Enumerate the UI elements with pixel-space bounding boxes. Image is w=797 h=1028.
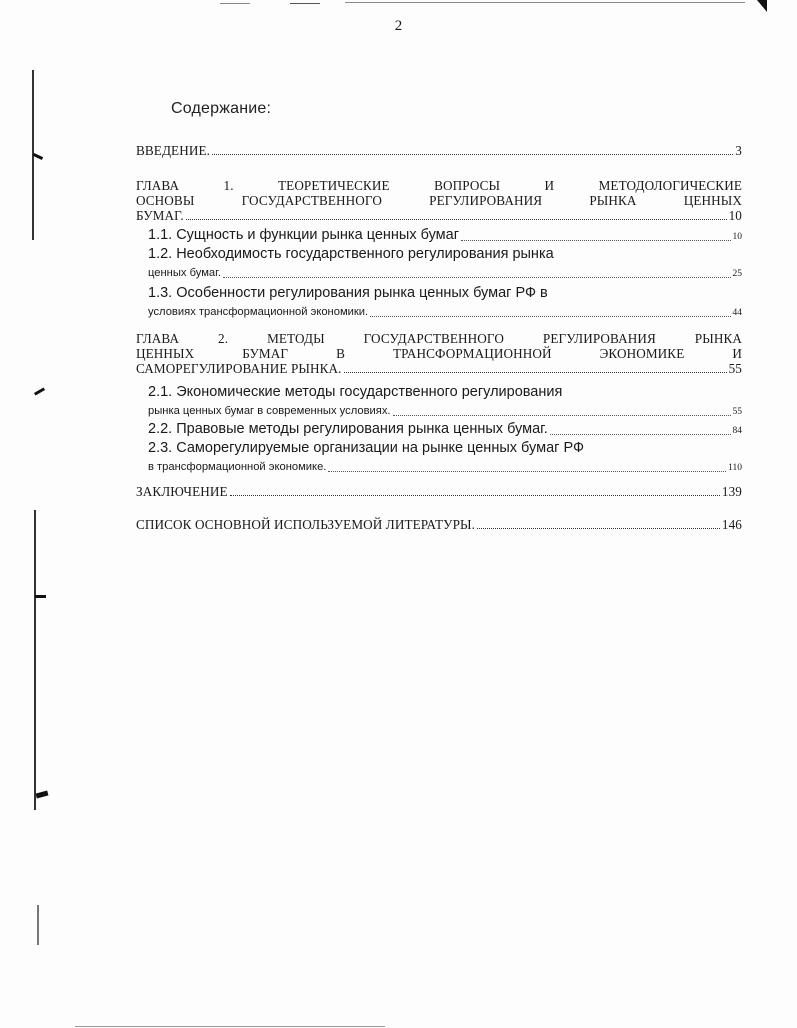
toc-page-number: 10 <box>732 232 742 242</box>
toc-entry-title: 2.2. Правовые методы регулирования рынка ценных бумаг. <box>148 421 548 437</box>
leader-dots <box>393 415 731 416</box>
toc-entry-bibliography[interactable] <box>136 517 742 532</box>
toc-entry-conclusion[interactable] <box>136 484 742 499</box>
toc-page-number: 146 <box>721 517 742 532</box>
scan-tick-mark <box>34 387 45 395</box>
toc-entry-title: ценных бумаг. <box>148 267 221 279</box>
leader-dots <box>477 528 720 529</box>
leader-dots <box>230 495 720 496</box>
toc-entry-title: СПИСОК ОСНОВНОЙ ИСПОЛЬЗУЕМОЙ ЛИТЕРАТУРЫ. <box>136 517 476 532</box>
toc-page-number: 139 <box>721 484 742 499</box>
toc-entry-title: условиях трансформационной экономики. <box>148 306 369 318</box>
leader-dots <box>550 434 731 435</box>
toc-entry-title: ОСНОВЫ ГОСУДАРСТВЕННОГО РЕГУЛИРОВАНИЯ РЫНКА ЦЕННЫХ <box>136 193 742 208</box>
toc-page-number: 25 <box>732 269 742 279</box>
leader-dots <box>328 471 726 472</box>
leader-dots <box>223 277 731 278</box>
toc-page-number: 55 <box>728 361 742 376</box>
scan-tick-mark <box>35 595 46 598</box>
scan-left-edge <box>37 905 39 945</box>
toc-entry-title: ГЛАВА 1. ТЕОРЕТИЧЕСКИЕ ВОПРОСЫ И МЕТОДОЛОГИЧЕСКИЕ <box>136 178 742 193</box>
toc-page-number: 55 <box>732 407 742 417</box>
toc-entry-section-1-2[interactable] <box>136 245 742 282</box>
scan-edge-line <box>220 3 250 4</box>
toc-page-number: 110 <box>728 463 742 473</box>
scan-edge-line <box>185 1026 385 1027</box>
scan-left-edge <box>34 510 36 810</box>
scan-edge-line <box>290 3 320 4</box>
toc-entry-chapter-2[interactable] <box>136 331 742 376</box>
toc-entry-title: ГЛАВА 2. МЕТОДЫ ГОСУДАРСТВЕННОГО РЕГУЛИРОВАНИЯ РЫНКА <box>136 331 742 346</box>
toc-entry-section-1-3[interactable] <box>136 284 742 321</box>
toc-page-number: 44 <box>732 308 742 318</box>
toc-entry-section-2-3[interactable] <box>136 439 742 476</box>
toc-entry-title: ЗАКЛЮЧЕНИЕ <box>136 484 228 499</box>
toc-entry-title: САМОРЕГУЛИРОВАНИЕ РЫНКА. <box>136 361 342 376</box>
toc-entry-title: ЦЕННЫХ БУМАГ В ТРАНСФОРМАЦИОННОЙ ЭКОНОМИКЕ И <box>136 346 742 361</box>
toc-entry-title: 2.3. Саморегулируемые организации на рынке ценных бумаг РФ <box>148 440 584 456</box>
toc-entry-section-2-2[interactable] <box>136 420 742 439</box>
scan-edge-line <box>75 1026 185 1027</box>
leader-dots <box>186 219 727 220</box>
toc-title: Содержание: <box>171 100 272 117</box>
toc-entry-section-2-1[interactable] <box>136 383 742 420</box>
toc-entry-section-1-1[interactable] <box>136 226 742 245</box>
toc-entry-chapter-1[interactable] <box>136 178 742 223</box>
toc-entry-title: 1.2. Необходимость государственного регулирования рынка <box>148 246 554 262</box>
toc-entry-title: 2.1. Экономические методы государственного регулирования <box>148 384 563 400</box>
scan-edge-line <box>345 2 745 3</box>
page-number: 2 <box>394 18 403 34</box>
scan-corner-mark <box>757 0 767 12</box>
table-of-contents <box>136 143 742 532</box>
toc-entry-title: 1.1. Сущность и функции рынка ценных бумаг <box>148 227 460 243</box>
scan-tick-mark <box>36 791 49 799</box>
toc-page-number: 10 <box>728 208 742 223</box>
toc-entry-title: 1.3. Особенности регулирования рынка ценных бумаг РФ в <box>148 285 548 301</box>
toc-entry-title: БУМАГ. <box>136 208 184 223</box>
toc-entry-title: ВВЕДЕНИЕ. <box>136 143 210 158</box>
toc-entry-title: в трансформационной экономике. <box>148 461 327 473</box>
toc-page-number: 3 <box>735 143 742 158</box>
scan-tick-mark <box>33 153 43 160</box>
toc-entry-title: рынка ценных бумаг в современных условиях. <box>148 405 391 417</box>
leader-dots <box>461 240 730 241</box>
toc-entry-introduction[interactable] <box>136 143 742 158</box>
leader-dots <box>212 154 733 155</box>
toc-page-number: 84 <box>732 426 742 436</box>
leader-dots <box>344 372 727 373</box>
leader-dots <box>370 316 730 317</box>
